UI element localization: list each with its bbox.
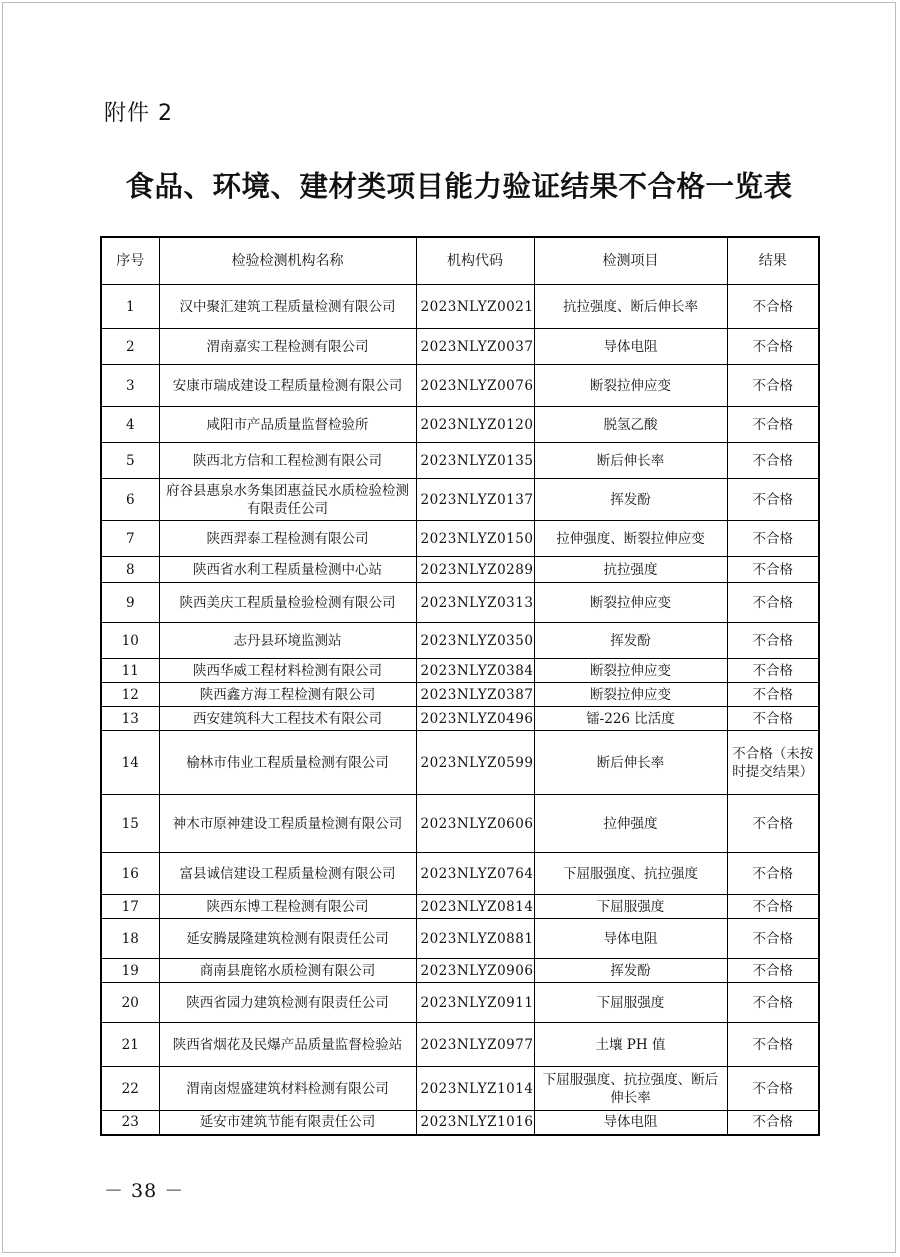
cell-institution-code: 2023NLYZ1014 [416,1067,534,1111]
cell-institution-name: 咸阳市产品质量监督检验所 [159,407,416,443]
cell-result: 不合格 [727,895,819,919]
cell-serial-number: 20 [101,983,159,1023]
cell-institution-code: 2023NLYZ0313 [416,583,534,623]
cell-institution-code: 2023NLYZ0289 [416,557,534,583]
cell-result: 不合格 [727,443,819,479]
table-row [101,557,819,583]
cell-test-item: 挥发酚 [534,959,727,983]
cell-institution-name: 府谷县惠泉水务集团惠益民水质检验检测有限责任公司 [159,479,416,521]
cell-institution-code: 2023NLYZ0037 [416,329,534,365]
cell-test-item: 挥发酚 [534,479,727,521]
table-row [101,853,819,895]
cell-institution-name: 陕西省烟花及民爆产品质量监督检验站 [159,1023,416,1067]
cell-result: 不合格 [727,583,819,623]
cell-institution-code: 2023NLYZ0814 [416,895,534,919]
table-row [101,731,819,795]
cell-test-item: 断裂拉伸应变 [534,583,727,623]
cell-serial-number: 2 [101,329,159,365]
cell-test-item: 断后伸长率 [534,443,727,479]
cell-institution-code: 2023NLYZ0384 [416,659,534,683]
table-row [101,707,819,731]
table-body [101,285,819,1135]
cell-institution-code: 2023NLYZ0606 [416,795,534,853]
table-row [101,959,819,983]
cell-serial-number: 15 [101,795,159,853]
cell-institution-code: 2023NLYZ0135 [416,443,534,479]
cell-institution-code: 2023NLYZ0764 [416,853,534,895]
header-institution-name: 检验检测机构名称 [159,237,416,285]
cell-serial-number: 6 [101,479,159,521]
cell-serial-number: 16 [101,853,159,895]
cell-serial-number: 3 [101,365,159,407]
cell-institution-name: 陕西省水利工程质量检测中心站 [159,557,416,583]
cell-result: 不合格 [727,659,819,683]
table-header-row [101,237,819,285]
cell-test-item: 导体电阻 [534,919,727,959]
cell-result: 不合格 [727,1111,819,1135]
cell-serial-number: 7 [101,521,159,557]
cell-result: 不合格 [727,683,819,707]
table-row [101,583,819,623]
cell-result: 不合格 [727,285,819,329]
table-row [101,895,819,919]
table-row [101,1067,819,1111]
cell-result: 不合格 [727,407,819,443]
cell-test-item: 下屈服强度、抗拉强度 [534,853,727,895]
cell-institution-name: 陕西羿泰工程检测有限公司 [159,521,416,557]
cell-result: 不合格 [727,557,819,583]
cell-serial-number: 21 [101,1023,159,1067]
table-row [101,983,819,1023]
cell-result: 不合格 [727,329,819,365]
cell-institution-name: 榆林市伟业工程质量检测有限公司 [159,731,416,795]
cell-institution-name: 渭南嘉实工程检测有限公司 [159,329,416,365]
cell-serial-number: 18 [101,919,159,959]
cell-institution-code: 2023NLYZ0599 [416,731,534,795]
cell-test-item: 拉伸强度、断裂拉伸应变 [534,521,727,557]
cell-institution-name: 陕西省园力建筑检测有限责任公司 [159,983,416,1023]
cell-institution-name: 陕西北方信和工程检测有限公司 [159,443,416,479]
cell-institution-name: 陕西鑫方海工程检测有限公司 [159,683,416,707]
cell-serial-number: 10 [101,623,159,659]
cell-institution-code: 2023NLYZ0137 [416,479,534,521]
cell-test-item: 断后伸长率 [534,731,727,795]
document-title: 食品、环境、建材类项目能力验证结果不合格一览表 [125,169,793,203]
cell-result: 不合格 [727,521,819,557]
cell-institution-name: 富县诚信建设工程质量检测有限公司 [159,853,416,895]
cell-result: 不合格 [727,983,819,1023]
cell-institution-code: 2023NLYZ0076 [416,365,534,407]
cell-result: 不合格 [727,1067,819,1111]
cell-result: 不合格 [727,1023,819,1067]
cell-serial-number: 19 [101,959,159,983]
header-serial-number: 序号 [101,237,159,285]
cell-institution-name: 安康市瑞成建设工程质量检测有限公司 [159,365,416,407]
cell-institution-name: 商南县鹿铭水质检测有限公司 [159,959,416,983]
cell-test-item: 导体电阻 [534,329,727,365]
cell-test-item: 拉伸强度 [534,795,727,853]
table-row [101,1023,819,1067]
cell-test-item: 抗拉强度、断后伸长率 [534,285,727,329]
cell-serial-number: 4 [101,407,159,443]
table-row [101,521,819,557]
cell-institution-name: 神木市原神建设工程质量检测有限公司 [159,795,416,853]
header-test-item: 检测项目 [534,237,727,285]
cell-test-item: 下屈服强度、抗拉强度、断后伸长率 [534,1067,727,1111]
cell-serial-number: 17 [101,895,159,919]
table-row [101,1111,819,1135]
cell-institution-code: 2023NLYZ0387 [416,683,534,707]
cell-serial-number: 9 [101,583,159,623]
attachment-label: 附件 2 [104,101,173,126]
table-row [101,407,819,443]
cell-test-item: 导体电阻 [534,1111,727,1135]
results-table [100,236,820,1136]
cell-result: 不合格 [727,795,819,853]
cell-test-item: 断裂拉伸应变 [534,659,727,683]
cell-result: 不合格 [727,623,819,659]
table-row [101,659,819,683]
cell-serial-number: 11 [101,659,159,683]
cell-test-item: 抗拉强度 [534,557,727,583]
cell-institution-name: 陕西东博工程检测有限公司 [159,895,416,919]
table-row [101,365,819,407]
table-row [101,479,819,521]
table-row [101,443,819,479]
cell-institution-code: 2023NLYZ0150 [416,521,534,557]
cell-institution-code: 2023NLYZ1016 [416,1111,534,1135]
cell-result: 不合格 [727,707,819,731]
table-row [101,285,819,329]
cell-serial-number: 22 [101,1067,159,1111]
cell-institution-code: 2023NLYZ0120 [416,407,534,443]
header-institution-code: 机构代码 [416,237,534,285]
cell-test-item: 下屈服强度 [534,895,727,919]
cell-result: 不合格 [727,479,819,521]
cell-institution-name: 志丹县环境监测站 [159,623,416,659]
cell-test-item: 脱氢乙酸 [534,407,727,443]
cell-test-item: 断裂拉伸应变 [534,365,727,407]
cell-institution-code: 2023NLYZ0496 [416,707,534,731]
page-number: － 38 － [104,1180,185,1202]
header-result: 结果 [727,237,819,285]
cell-institution-code: 2023NLYZ0021 [416,285,534,329]
cell-test-item: 断裂拉伸应变 [534,683,727,707]
cell-institution-name: 渭南卤煜盛建筑材料检测有限公司 [159,1067,416,1111]
cell-institution-code: 2023NLYZ0911 [416,983,534,1023]
cell-result: 不合格 [727,853,819,895]
cell-institution-code: 2023NLYZ0977 [416,1023,534,1067]
cell-institution-name: 延安腾晟隆建筑检测有限责任公司 [159,919,416,959]
cell-serial-number: 23 [101,1111,159,1135]
cell-serial-number: 1 [101,285,159,329]
cell-institution-code: 2023NLYZ0350 [416,623,534,659]
cell-serial-number: 12 [101,683,159,707]
cell-test-item: 镭-226 比活度 [534,707,727,731]
cell-institution-code: 2023NLYZ0881 [416,919,534,959]
cell-institution-name: 汉中聚汇建筑工程质量检测有限公司 [159,285,416,329]
cell-serial-number: 14 [101,731,159,795]
table-row [101,795,819,853]
table-row [101,623,819,659]
cell-institution-name: 陕西美庆工程质量检验检测有限公司 [159,583,416,623]
cell-serial-number: 13 [101,707,159,731]
cell-test-item: 土壤 PH 值 [534,1023,727,1067]
cell-result: 不合格 [727,959,819,983]
table-row [101,329,819,365]
cell-institution-code: 2023NLYZ0906 [416,959,534,983]
cell-result: 不合格（未按时提交结果） [727,731,819,795]
cell-serial-number: 5 [101,443,159,479]
cell-test-item: 挥发酚 [534,623,727,659]
cell-institution-name: 陕西华威工程材料检测有限公司 [159,659,416,683]
cell-result: 不合格 [727,919,819,959]
cell-result: 不合格 [727,365,819,407]
table-row [101,919,819,959]
table-row [101,683,819,707]
cell-institution-name: 延安市建筑节能有限责任公司 [159,1111,416,1135]
cell-institution-name: 西安建筑科大工程技术有限公司 [159,707,416,731]
cell-serial-number: 8 [101,557,159,583]
cell-test-item: 下屈服强度 [534,983,727,1023]
